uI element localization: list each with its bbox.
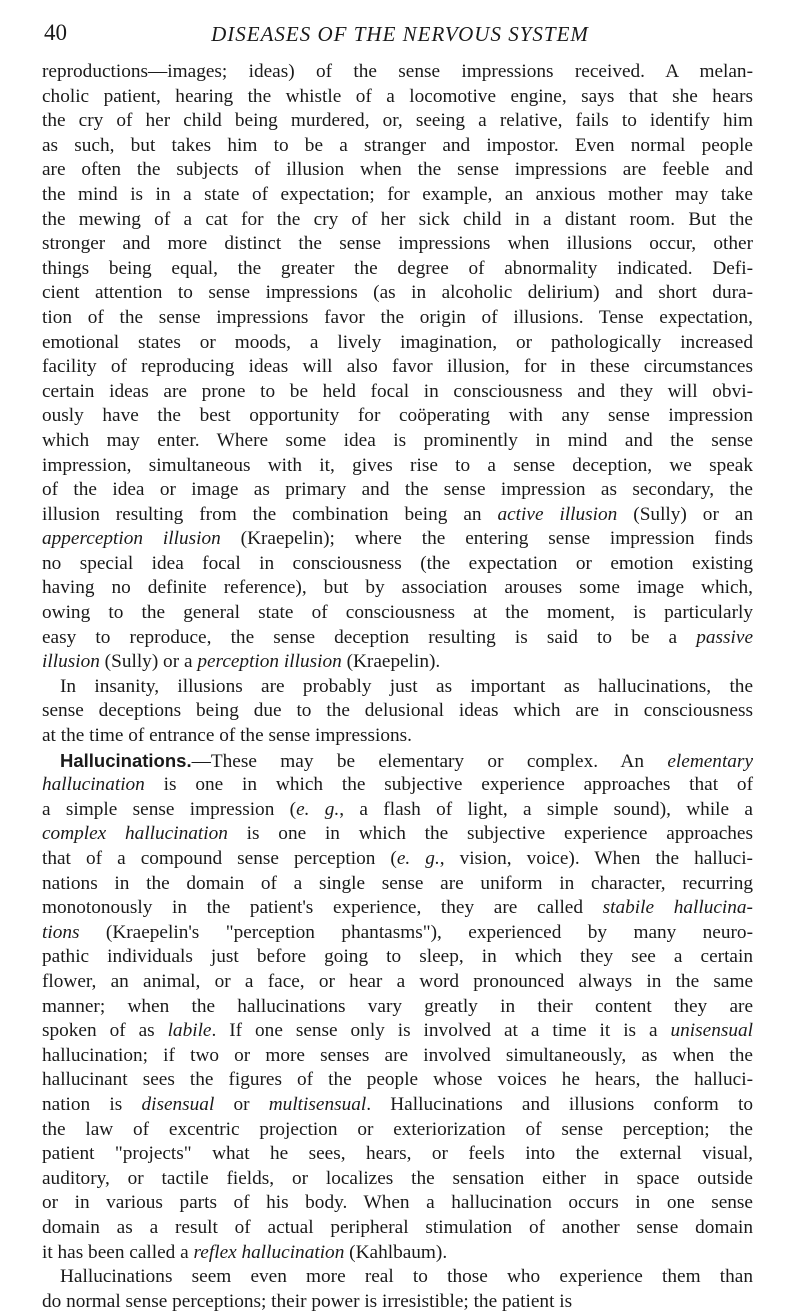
text-line: Hallucinations seem even more real to those who experience them than [60, 1266, 753, 1288]
text-line: monotonously in the patient's experience, they are called stabile hallucina- [42, 897, 753, 919]
text-line: cient attention to sense impressions (as in alcoholic delirium) and short dura- [42, 282, 753, 304]
text-line: which may enter. Where some idea is prominently in mind and the sense [42, 429, 753, 451]
text-line: the mewing of a cat for the cry of her sick child in a distant room. But the [42, 208, 753, 230]
text-line: impression, simultaneous with it, gives rise to a sense deception, we speak [42, 454, 753, 476]
text-line: or in various parts of his body. When a hallucination occurs in one sense [42, 1192, 753, 1214]
text-line: are often the subjects of illusion when the sense impressions are feeble and [42, 159, 753, 181]
text-line: tion of the sense impressions favor the origin of illusions. Tense expectation, [42, 306, 753, 328]
text-line: the law of excentric projection or exteriorization of sense perception; the [42, 1118, 753, 1140]
text-line: In insanity, illusions are probably just as important as hallucinations, the [60, 675, 753, 697]
text-line: flower, an animal, or a face, or hear a word pronounced always in the same [42, 970, 753, 992]
text-line: as such, but takes him to be a stranger and impostor. Even normal people [42, 134, 753, 156]
text-line: the mind is in a state of expectation; for example, an anxious mother may take [42, 183, 753, 205]
text-line: stronger and more distinct the sense impressions when illusions occur, other [42, 233, 753, 255]
text-line: a simple sense impression (e. g., a flash of light, a simple sound), while a [42, 798, 753, 820]
text-line: manner; when the hallucinations vary greatly in their content they are [42, 995, 753, 1017]
text-line: that of a compound sense perception (e. g., vision, voice). When the halluci- [42, 848, 753, 869]
text-line: nations in the domain of a single sense are uniform in character, recurring [42, 872, 753, 894]
text-line: domain as a result of actual peripheral stimulation of another sense domain [42, 1216, 753, 1238]
text-line: easy to reproduce, the sense deception resulting is said to be a passive [42, 626, 753, 648]
text-line: illusion (Sully) or a perception illusion (Kraepelin). [42, 651, 441, 673]
text-line: of the idea or image as primary and the sense impression as secondary, the [42, 479, 753, 501]
text-line: hallucination is one in which the subjective experience approaches that of [42, 774, 753, 796]
text-line: complex hallucination is one in which the subjective experience approaches [42, 823, 753, 845]
page-number: 40 [44, 20, 67, 45]
text-line: do normal sense perceptions; their power is irresistible; the patient is [42, 1290, 573, 1312]
text-line: no special idea focal in consciousness (the expectation or emotion existing [42, 552, 753, 574]
page-header [40, 20, 760, 50]
running-head: DISEASES OF THE NERVOUS SYSTEM [211, 22, 589, 46]
text-line: it has been called a reflex hallucination (Kahlbaum). [42, 1241, 448, 1263]
text-line: apperception illusion (Kraepelin); where the entering sense impression finds [42, 528, 753, 550]
text-line: things being equal, the greater the degree of abnormality indicated. Defi- [42, 257, 753, 279]
text-line: tions (Kraepelin's "perception phantasms"), experienced by many neuro- [42, 921, 753, 943]
text-line: reproductions—images; ideas) of the sense impressions received. A melan- [42, 61, 753, 82]
text-line: hallucinant sees the figures of the people whose voices he hears, the halluci- [42, 1069, 753, 1091]
text-line: ously have the best opportunity for coöperating with any sense impression [42, 405, 753, 427]
text-line: emotional states or moods, a lively imagination, or pathologically increased [42, 331, 753, 353]
text-line: Hallucinations.—These may be elementary or complex. An elementary [60, 749, 753, 772]
text-line: owing to the general state of consciousness at the moment, is particularly [42, 602, 753, 624]
text-line: having no definite reference), but by association arouses some image which, [42, 577, 753, 599]
text-line: pathic individuals just before going to sleep, in which they see a certain [42, 946, 753, 968]
text-line: sense deceptions being due to the delusional ideas which are in consciousness [42, 700, 753, 722]
text-line: nation is disensual or multisensual. Hallucinations and illusions conform to [42, 1093, 753, 1115]
text-line: cholic patient, hearing the whistle of a locomotive engine, says that she hears [42, 85, 753, 107]
text-line: certain ideas are prone to be held focal in consciousness and they will obvi- [42, 380, 753, 402]
body-text [42, 60, 753, 1314]
text-line: at the time of entrance of the sense impressions. [42, 725, 412, 747]
text-line: illusion resulting from the combination being an active illusion (Sully) or an [42, 503, 754, 525]
text-line: the cry of her child being murdered, or, seeing a relative, fails to identify him [42, 110, 753, 132]
text-line: auditory, or tactile fields, or localizes the sensation either in space outside [42, 1167, 753, 1189]
text-line: spoken of as labile. If one sense only is involved at a time it is a unisensual [42, 1020, 753, 1042]
text-line: facility of reproducing ideas will also favor illusion, for in these circumstances [42, 356, 753, 378]
text-line: patient "projects" what he sees, hears, or feels into the external visual, [42, 1143, 753, 1165]
text-line: hallucination; if two or more senses are involved simultaneously, as when the [42, 1044, 753, 1066]
